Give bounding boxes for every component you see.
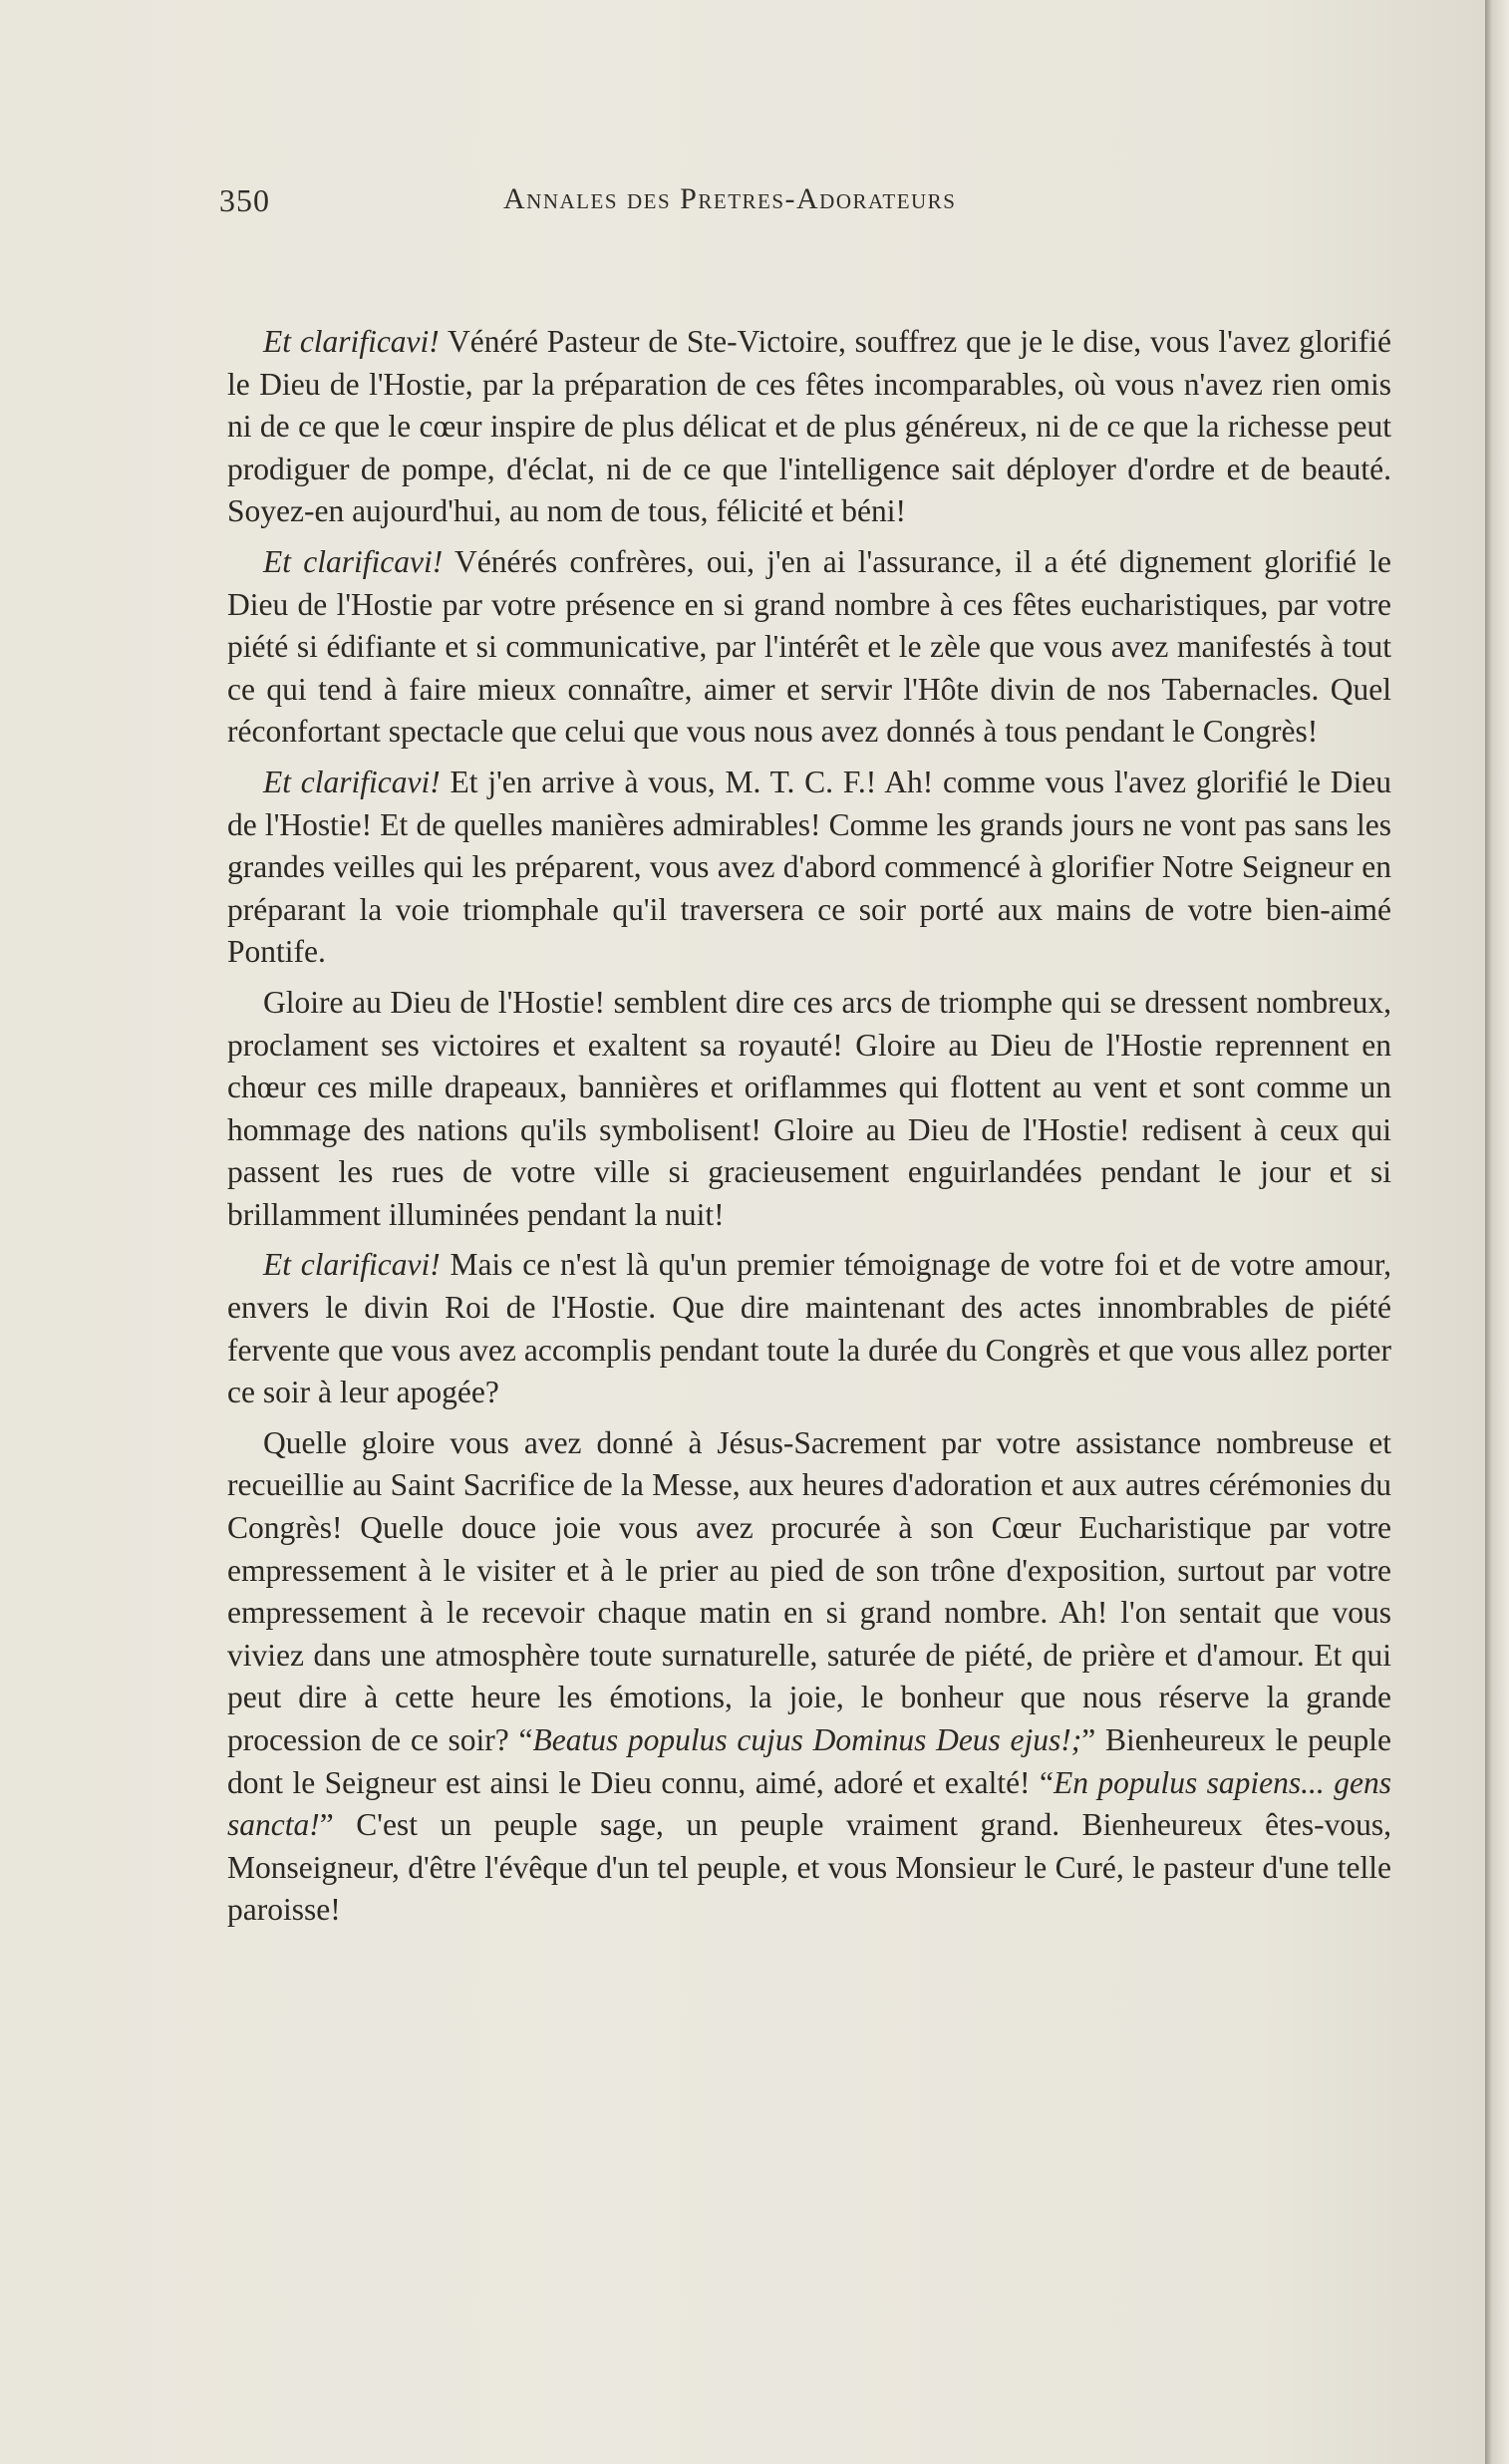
running-head bbox=[219, 182, 1395, 222]
paragraph-text: Gloire au Dieu de l'Hostie! semblent dire ces arcs de triomphe qui se dressent nombreux, proclament ses victoires et exaltent sa royauté! Gloire au Dieu de l'Hostie reprennent en chœur ces mille drapeaux, bannières et oriflammes qui flottent au vent et sont comme un hommage des nations qu'ils symbolisent! Gloire au Dieu de l'Hostie! redisent à ceux qui passent les rues de votre ville si gracieusement enguirlandées pendant le jour et si brillamment illuminées pendant la nuit! bbox=[227, 984, 1391, 1232]
page-edge bbox=[1485, 0, 1509, 2464]
paragraph-text: Quelle gloire vous avez donné à Jésus-Sacrement par votre assistance nombreuse et recueillie au Saint Sacrifice de la Messe, aux heures d'adoration et aux autres cérémonies du Congrès! Quelle douce joie vous avez procurée à son Cœur Eucharistique par votre empressement à le visiter et à le prier au pied de son trône d'exposition, surtout par votre empressement à le recevoir chaque matin en si grand nombre. Ah! l'on sentait que vous viviez dans une atmosphère toute surnaturelle, saturée de piété, de prière et d'amour. Et qui peut dire à cette heure les émotions, la joie, le bonheur que nous réserve la grande procession de ce soir? “ bbox=[227, 1424, 1391, 1757]
paragraph-text: Vénéré Pasteur de Ste-Victoire, souffrez que je le dise, vous l'avez glorifié le Dieu de l'Hostie, par la préparation de ces fêtes incomparables, où vous n'avez rien omis ni de ce que le cœur inspire de plus délicat et de plus généreux, ni de ce que la richesse peut prodiguer de pompe, d'éclat, ni de ce que l'intelligence sait déployer d'ordre et de beauté. Soyez-en aujourd'hui, au nom de tous, félicité et béni! bbox=[227, 324, 1391, 529]
journal-title: Annales des Pretres-Adorateurs bbox=[503, 182, 957, 215]
paragraph-text: Vénérés confrères, oui, j'en ai l'assurance, il a été dignement glorifié le Dieu de l'Hostie par votre présence en si grand nombre à ces fêtes eucharistiques, par votre piété si édifiante et si communicative, par l'intérêt et le zèle que vous avez manifestés à tout ce qui tend à faire mieux connaître, aimer et servir l'Hôte divin de nos Tabernacles. Quel réconfortant spectacle que celui que vous nous avez donnés à tous pendant le Congrès! bbox=[227, 543, 1391, 750]
paragraph bbox=[227, 321, 1391, 533]
latin-quote: En populus sapiens... gens sancta! bbox=[227, 1764, 1391, 1843]
paragraph bbox=[227, 541, 1391, 754]
paragraph bbox=[227, 762, 1391, 974]
paragraph-lead: Et clarificavi! bbox=[263, 324, 440, 359]
paragraph-final bbox=[227, 1422, 1391, 1932]
paragraph-lead: Et clarificavi! bbox=[263, 543, 444, 579]
paragraph-lead: Et clarificavi! bbox=[263, 764, 441, 799]
paragraph bbox=[227, 982, 1391, 1237]
paragraph bbox=[227, 1244, 1391, 1413]
paragraph-text: Mais ce n'est là qu'un premier témoignage de votre foi et de votre amour, envers le divin Roi de l'Hostie. Que dire maintenant des actes innombrables de piété fervente que vous avez accomplis pendant toute la durée du Congrès et que vous allez porter ce soir à leur apogée? bbox=[227, 1247, 1391, 1410]
paragraph-text: Et j'en arrive à vous, M. T. C. F.! Ah! comme vous l'avez glorifié le Dieu de l'Hostie! Et de quelles manières admirables! Comme les grands jours ne vont pas sans les grandes veilles qui les préparent, vous avez d'abord commencé à glorifier Notre Seigneur en préparant la voie triomphale qu'il traversera ce soir porté aux mains de votre bien-aimé Pontife. bbox=[227, 764, 1392, 970]
page-number: 350 bbox=[219, 182, 270, 218]
paragraph-lead: Et clarificavi! bbox=[263, 1247, 441, 1283]
body-text bbox=[227, 321, 1391, 1932]
paragraph-text: ” C'est un peuple sage, un peuple vraiment grand. Bienheureux êtes-vous, Monseigneur, d'être l'évêque d'un tel peuple, et vous Monsieur le Curé, le pasteur d'une telle paroisse! bbox=[227, 1807, 1391, 1928]
paragraph-text: ” Bienheureux le peuple dont le Seigneur est ainsi le Dieu connu, aimé, adoré et exalté! “ bbox=[227, 1722, 1392, 1800]
latin-quote: Beatus populus cujus Dominus Deus ejus!; bbox=[532, 1722, 1082, 1757]
